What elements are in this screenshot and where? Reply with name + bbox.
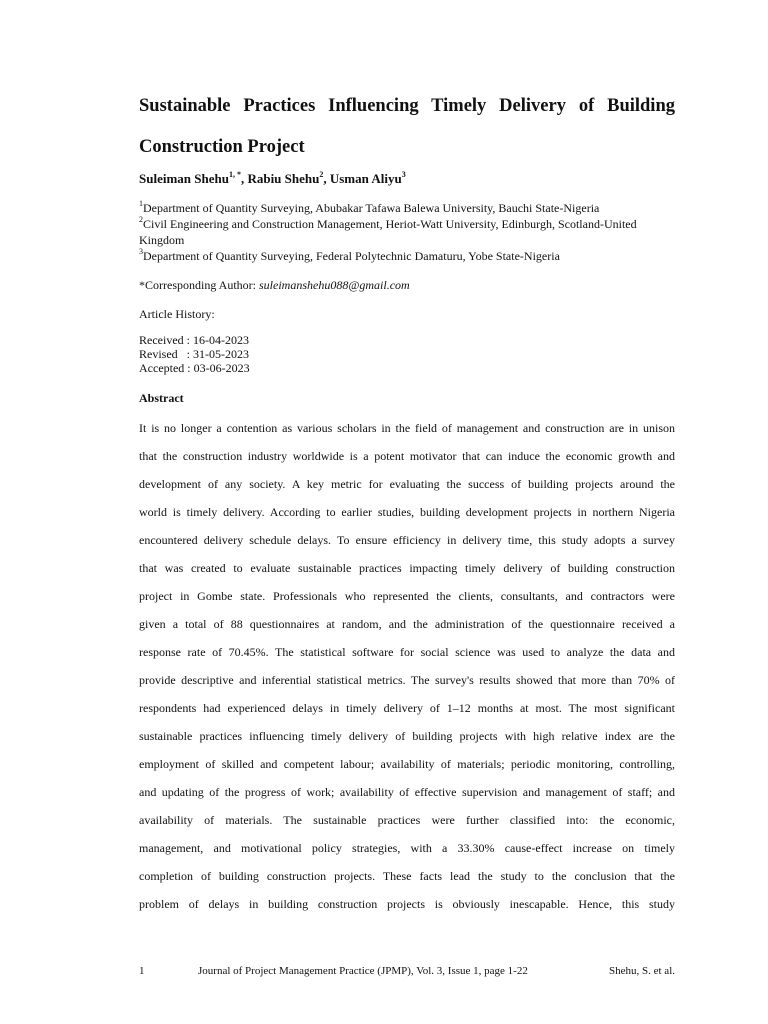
- corresponding-label: *Corresponding Author:: [139, 278, 259, 292]
- abstract-line: given a total of 88 questionnaires at random, and the administration of the questionnaire received a: [139, 617, 675, 631]
- abstract-line: problem of delays in building construction projects is obviously inescapable. Hence, this study: [139, 897, 675, 911]
- author-name: Usman Aliyu: [329, 171, 402, 186]
- corresponding-author: [139, 277, 675, 293]
- abstract-line: It is no longer a contention as various scholars in the field of management and construction are in unison: [139, 421, 675, 435]
- abstract-heading: Abstract: [139, 391, 184, 405]
- author-affiliation-mark: 3: [401, 170, 406, 179]
- affiliation-text: Department of Quantity Surveying, Abubakar Tafawa Balewa University, Bauchi State-Nigeria: [143, 201, 600, 215]
- article-history-label: Article History:: [139, 307, 215, 321]
- corresponding-email-link[interactable]: suleimanshehu088@gmail.com: [259, 278, 410, 292]
- journal-citation: Journal of Project Management Practice (JPMP), Vol. 3, Issue 1, page 1-22: [198, 965, 528, 977]
- author-separator: ,: [240, 171, 248, 186]
- affiliation-list: [139, 200, 675, 264]
- running-author: Shehu, S. et al.: [609, 965, 675, 977]
- abstract-line: management, and motivational policy strategies, with a 33.30% cause-effect increase on timely: [139, 841, 675, 855]
- affiliation-text: Civil Engineering and Construction Management, Heriot-Watt University, Edinburgh, Scotland-United Kingdom: [139, 217, 637, 247]
- abstract-line: and updating of the progress of work; availability of effective supervision and management of staff; and: [139, 785, 675, 799]
- abstract-line: sustainable practices influencing timely delivery of building projects with high relative index are the: [139, 729, 675, 743]
- abstract-body: [139, 414, 675, 918]
- page-number: 1: [139, 965, 145, 977]
- abstract-line: development of any society. A key metric for evaluating the success of building projects around the: [139, 477, 675, 491]
- article-history: [139, 333, 675, 375]
- affiliation: [139, 200, 675, 216]
- abstract-line: response rate of 70.45%. The statistical software for social science was used to analyze the data and: [139, 645, 675, 659]
- author-separator: ,: [323, 171, 330, 186]
- author-list: [139, 170, 675, 188]
- abstract-line: employment of skilled and competent labour; availability of materials; periodic monitoring, controlling,: [139, 757, 675, 771]
- affiliation-text: Department of Quantity Surveying, Federal Polytechnic Damaturu, Yobe State-Nigeria: [143, 249, 560, 263]
- author-name: Suleiman Shehu: [139, 171, 229, 186]
- revised-date: Revised : 31-05-2023: [139, 347, 249, 361]
- author-affiliation-mark: 2: [319, 170, 324, 179]
- affiliation-mark: 1: [139, 199, 143, 208]
- abstract-line: that the construction industry worldwide is a potent motivator that can induce the economic growth and: [139, 449, 675, 463]
- affiliation-mark: 3: [139, 247, 143, 256]
- abstract-line: project in Gombe state. Professionals who represented the clients, consultants, and contractors were: [139, 589, 675, 603]
- affiliation: [139, 216, 675, 248]
- abstract-line: availability of materials. The sustainable practices were further classified into: the economic,: [139, 813, 675, 827]
- author-affiliation-mark: 1, *: [228, 170, 241, 179]
- affiliation-mark: 2: [139, 215, 143, 224]
- affiliation: [139, 248, 675, 264]
- accepted-date: Accepted : 03-06-2023: [139, 361, 250, 375]
- abstract-line: that was created to evaluate sustainable practices impacting timely delivery of building construction: [139, 561, 675, 575]
- abstract-line: provide descriptive and inferential statistical metrics. The survey's results showed that more than 70% of: [139, 673, 675, 687]
- abstract-line: completion of building construction projects. These facts lead the study to the conclusion that the: [139, 869, 675, 883]
- author-name: Rabiu Shehu: [247, 171, 320, 186]
- abstract-line: encountered delivery schedule delays. To ensure efficiency in delivery time, this study adopts a survey: [139, 533, 675, 547]
- abstract-line: respondents had experienced delays in timely delivery of 1–12 months at most. The most significant: [139, 701, 675, 715]
- received-date: Received : 16-04-2023: [139, 333, 249, 347]
- paper-title: Sustainable Practices Influencing Timely Delivery of Building Construction Project: [139, 96, 675, 157]
- abstract-line: world is timely delivery. According to earlier studies, building development projects in northern Nigeria: [139, 505, 675, 519]
